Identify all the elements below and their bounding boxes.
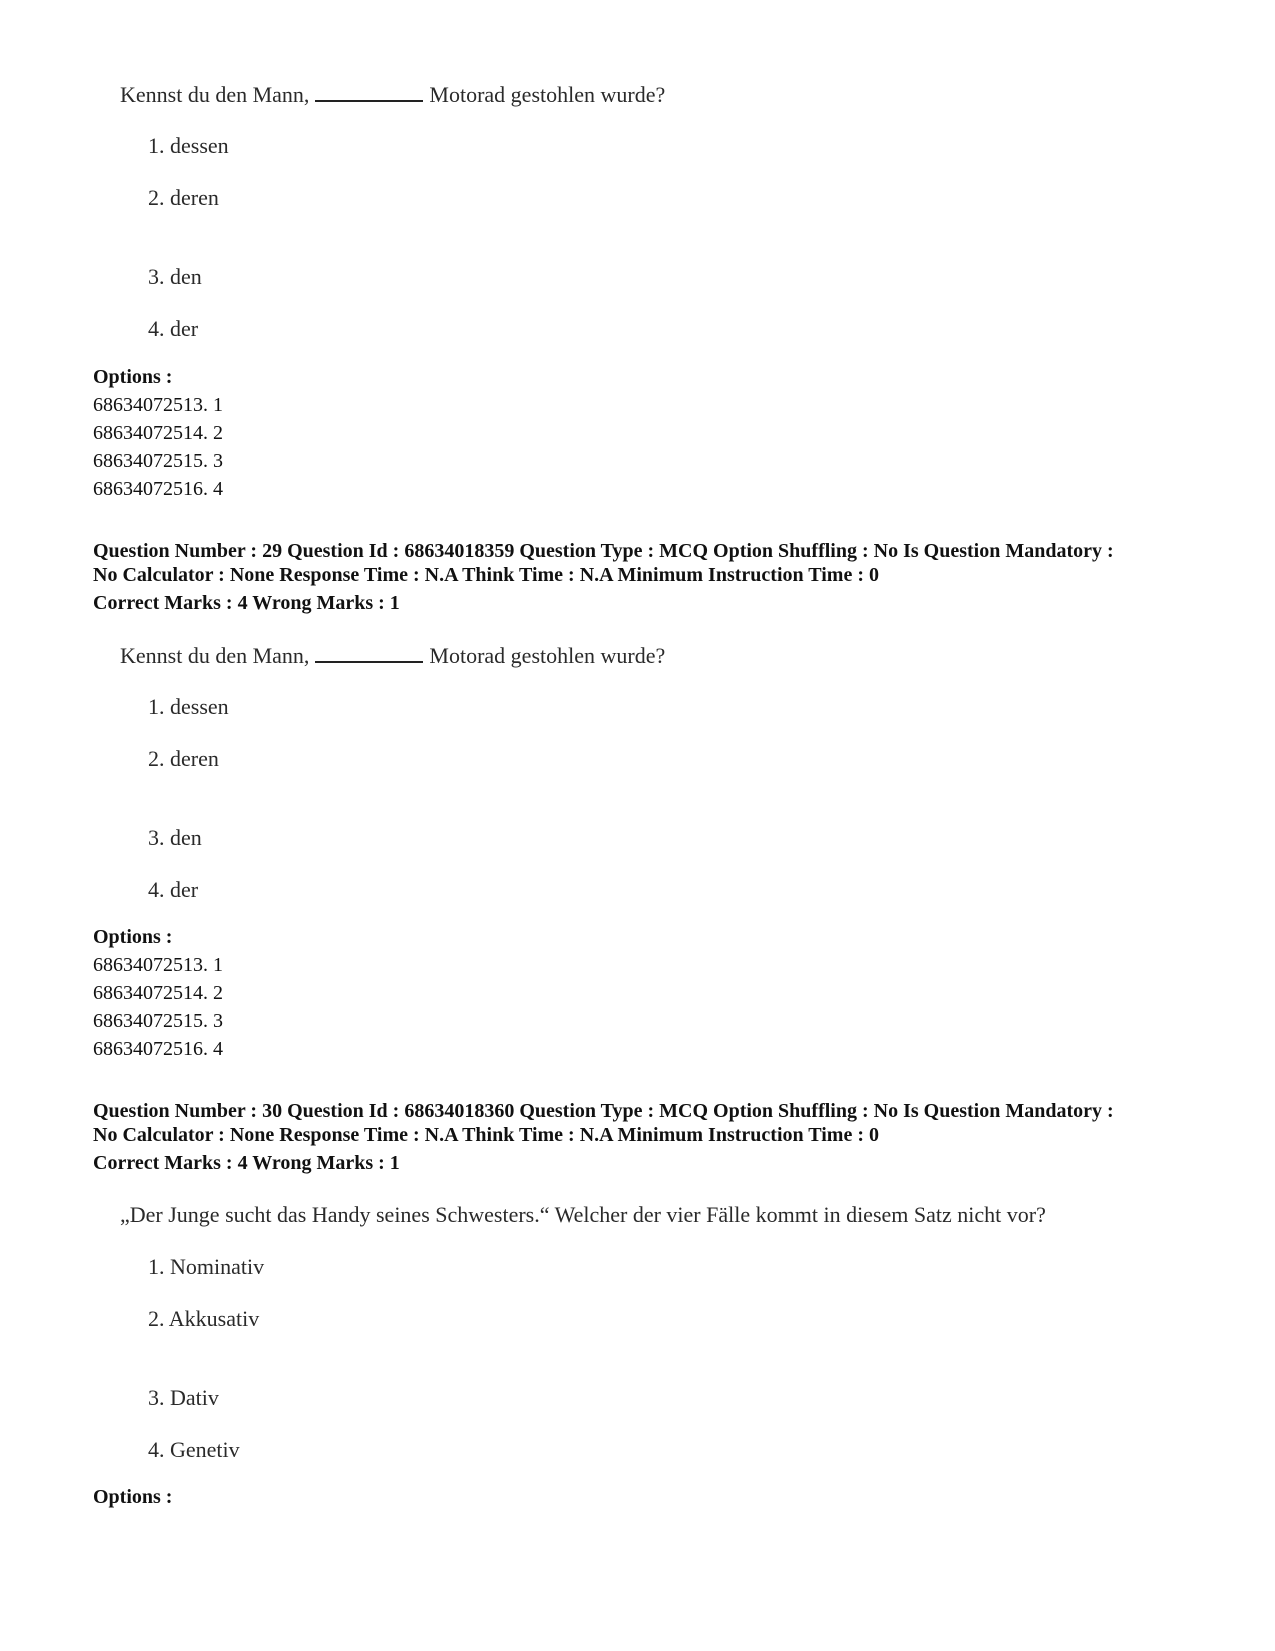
choice-4: 4. der	[148, 877, 199, 902]
question-text-start: Kennst du den Mann,	[120, 643, 310, 668]
question-text: „Der Junge sucht das Handy seines Schwesters.“ Welcher der vier Fälle kommt in diesem Satz nicht vor?	[120, 1202, 1046, 1227]
option-id-1: 68634072513. 1	[93, 394, 223, 416]
choice-3: 3. den	[148, 264, 202, 289]
question-meta-line1: Question Number : 30 Question Id : 68634018360 Question Type : MCQ Option Shuffling : No Is Question Mandatory :	[93, 1100, 1114, 1122]
option-id-4: 68634072516. 4	[93, 1038, 223, 1060]
question-marks: Correct Marks : 4 Wrong Marks : 1	[93, 592, 400, 614]
options-label: Options :	[93, 1486, 173, 1508]
choice-4: 4. Genetiv	[148, 1437, 240, 1462]
question-meta-line2: No Calculator : None Response Time : N.A Think Time : N.A Minimum Instruction Time : 0	[93, 564, 879, 586]
choice-2: 2. deren	[148, 185, 219, 210]
choice-1: 1. dessen	[148, 694, 229, 719]
option-id-2: 68634072514. 2	[93, 422, 223, 444]
question-text	[120, 80, 665, 108]
option-id-2: 68634072514. 2	[93, 982, 223, 1004]
choice-4: 4. der	[148, 316, 199, 341]
choice-1: 1. dessen	[148, 133, 229, 158]
question-text-end: Motorad gestohlen wurde?	[429, 643, 666, 668]
question-meta-line2: No Calculator : None Response Time : N.A Think Time : N.A Minimum Instruction Time : 0	[93, 1124, 879, 1146]
option-id-4: 68634072516. 4	[93, 478, 223, 500]
question-meta-line1: Question Number : 29 Question Id : 68634018359 Question Type : MCQ Option Shuffling : No Is Question Mandatory :	[93, 540, 1114, 562]
question-text	[120, 641, 665, 669]
options-label: Options :	[93, 366, 173, 388]
question-text-end: Motorad gestohlen wurde?	[429, 82, 666, 107]
question-marks: Correct Marks : 4 Wrong Marks : 1	[93, 1152, 400, 1174]
choice-3: 3. den	[148, 825, 202, 850]
choice-1: 1. Nominativ	[148, 1254, 265, 1279]
options-label: Options :	[93, 926, 173, 948]
option-id-3: 68634072515. 3	[93, 450, 223, 472]
choice-2: 2. Akkusativ	[148, 1306, 260, 1331]
question-text-start: Kennst du den Mann,	[120, 82, 310, 107]
option-id-1: 68634072513. 1	[93, 954, 223, 976]
answer-blank	[315, 80, 423, 102]
choice-2: 2. deren	[148, 746, 219, 771]
choice-3: 3. Dativ	[148, 1385, 219, 1410]
answer-blank	[315, 641, 423, 663]
option-id-3: 68634072515. 3	[93, 1010, 223, 1032]
